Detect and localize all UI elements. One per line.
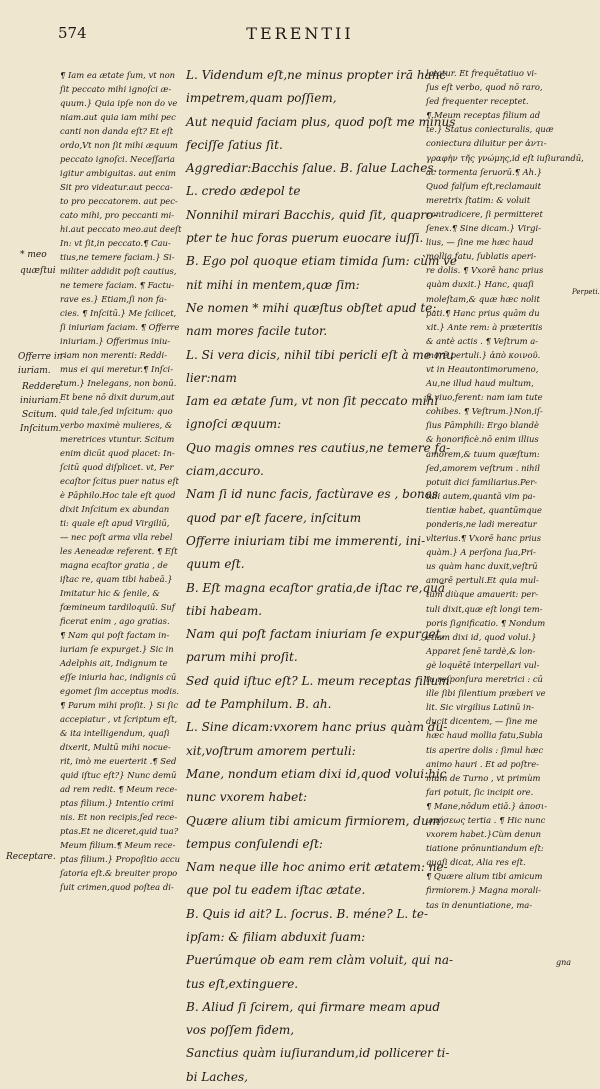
commentary-line: hæc haud mollia fatu,Subla: [426, 730, 543, 741]
commentary-line: Imitatur hic & ſenile, &: [60, 588, 160, 598]
commentary-line: vt in Heautontimorumeno,: [426, 363, 539, 374]
commentary-line: & ita intelligendum, quaſi: [60, 728, 170, 738]
commentary-line: to pro peccatorem. aut pec-: [60, 196, 178, 206]
verse-line: bi Laches,: [186, 1069, 248, 1084]
commentary-line: Quod falſum eſt,reclamauit: [426, 180, 541, 191]
verse-line: L. Sine dicam:vxorem hanc prius quàm du-: [186, 720, 448, 735]
margin-note: Scitum.: [22, 410, 57, 420]
commentary-line: us quàm hanc duxit,veſtrū: [426, 561, 538, 572]
verse-line: nam mores facile tutor.: [186, 324, 328, 339]
margin-note: Offerre in-: [18, 352, 66, 362]
commentary-line: tu reſponſura meretrici : cū: [426, 674, 543, 685]
commentary-line: In: vt ſit,in peccato.¶ Cau-: [60, 238, 171, 248]
verse-line: Nonnihil mirari Bacchis, quid ſit, quapro-: [186, 207, 438, 222]
commentary-line: lius, — ſine me hæc haud: [426, 237, 534, 248]
commentary-line: ſus eſt verbo, quod nō raro,: [426, 82, 543, 93]
verse-line: L. credo ædepol te: [186, 184, 301, 199]
commentary-line: xit.} Ante rem: à præteritis: [426, 321, 543, 332]
verse-line: tibi habeam.: [186, 603, 263, 618]
verse-line: L. Si vera dicis, nihil tibi pericli eſt à me mu: [186, 347, 454, 362]
verse-line: ciam,accuro.: [186, 464, 264, 479]
commentary-line: fari potuit, ſic incipit ore.: [426, 786, 534, 797]
commentary-line: ſatoria eſt.& breuiter propo: [60, 868, 178, 878]
verse-line: ad te Pamphilum. B. ah.: [186, 697, 332, 712]
verse-line: Nam qui poſt factam iniuriam ſe expurget,: [186, 627, 445, 642]
commentary-line: quid iſtuc eſt?} Nunc demū: [60, 770, 177, 780]
commentary-left-column: [60, 68, 186, 894]
commentary-line: latatur. Et frequētatiuo vi-: [426, 68, 537, 78]
commentary-line: è Pāphilo.Hoc tale eſt quod: [60, 490, 176, 500]
verse-line: feciſſe ſatius ſit.: [186, 137, 283, 152]
commentary-line: ſed,amorem veſtrum . nihil: [426, 462, 540, 473]
commentary-line: contradicere, ſi permitteret: [426, 208, 543, 219]
commentary-line: Sit pro videatur.aut pecca-: [60, 182, 173, 192]
commentary-line: ¶ Parum mihi proſit. } Si ſic: [60, 700, 179, 710]
commentary-line: & honorificè.nō enim illius: [426, 434, 539, 445]
commentary-line: iſtac re, quam tibi habeā.}: [60, 574, 173, 584]
commentary-line: ſenex.¶ Sine dicam.} Virgi-: [426, 223, 541, 234]
commentary-line: cohibes. ¶ Veſtrum.}Non,iſ-: [426, 406, 543, 417]
commentary-line: egomet ſim acceptus modis.: [60, 686, 180, 696]
margin-note: iniuriam.: [20, 396, 62, 406]
verse-line: parum mihi proſit.: [186, 650, 298, 665]
verse-line: ignoſci æquum:: [186, 417, 282, 432]
verse-line: quod par eſt facere, inſcitum: [186, 510, 362, 525]
page-number: 574: [58, 24, 87, 42]
margin-note: Inſcitum.: [20, 424, 62, 434]
commentary-line: quàm duxit.} Hanc, quaſi: [426, 279, 534, 290]
commentary-line: γραφὴν τῆς γνώμης,id eſt iuſiurandū,: [426, 152, 584, 163]
verse-line: Iam ea ætate ſum, vt non ſit peccato mihi: [186, 394, 439, 409]
commentary-line: morē pertuli.} ἀπὸ κοινοῦ.: [426, 349, 541, 360]
commentary-line: riam non merenti: Reddi-: [60, 350, 168, 360]
margin-note: Perpeti.: [572, 288, 600, 296]
commentary-line: ecaſtor ſcitus puer natus eſt: [60, 476, 179, 486]
margin-note: iuriam.: [18, 366, 51, 376]
verse-line: B. Eſt magna ecaſtor gratia,de iſtac re,quā: [186, 580, 446, 595]
commentary-line: tum diùque amauerit: per-: [426, 589, 539, 600]
commentary-line: dixit Inſcitum ex abundan: [60, 504, 170, 514]
verse-line: Quære alium tibi amicum firmiorem, dum: [186, 813, 441, 828]
verse-line: Puerúmque ob eam rem clàm voluit, qui na-: [186, 953, 454, 968]
catchword: gna: [556, 958, 572, 967]
running-title: TERENTII: [246, 24, 354, 43]
commentary-line: ſed frequenter receptet.: [426, 96, 529, 107]
commentary-line: rave es.} Etiam,ſi non fa-: [60, 294, 167, 304]
commentary-line: rit, imò me euerterit .¶ Sed: [60, 756, 177, 766]
verse-line: Aut nequid faciam plus, quod poſt me minus: [186, 114, 456, 129]
verse-line: Aggrediar:Bacchis ſalue. B. ſalue Laches.: [186, 161, 438, 176]
commentary-line: vlterius.¶ Vxorē hanc prius: [426, 533, 542, 544]
commentary-line: quàm.} A perſona ſua,Pri-: [426, 547, 536, 558]
verse-line: B. Quis id ait? L. ſocrus. B. méne? L. te-: [186, 906, 429, 921]
commentary-line: les Aeneadæ referent. ¶ Eſt: [60, 546, 178, 556]
commentary-line: ¶ Quære alium tibi amicum: [426, 871, 543, 882]
commentary-line: animo hauri . Et ad poſtre-: [426, 758, 539, 769]
commentary-line: ordo,Vt non ſit mihi æquum: [60, 140, 178, 150]
commentary-line: — nec poſt arma vlla rebel: [60, 532, 173, 542]
verse-line: Sed quid iſtuc eſt? L. meum receptas filium: [186, 673, 450, 688]
verse-line: Sanctius quàm iuſiurandum,id pollicerer ti-: [186, 1046, 450, 1061]
verse-line: nunc vxorem habet:: [186, 790, 308, 805]
verse-line: vos poſſem fidem,: [186, 1023, 295, 1038]
commentary-line: meretrices vtuntur. Scitum: [60, 434, 175, 444]
commentary-line: iniuriam.} Offerimus iniu-: [60, 336, 171, 346]
commentary-line: poris ſignificatio. ¶ Nondum: [426, 617, 546, 628]
commentary-line: re dolis. ¶ Vxorē hanc prius: [426, 265, 544, 276]
verse-line: impetrem,quam poſſiem,: [186, 91, 337, 106]
commentary-line: tius,ne temere faciam.} Si-: [60, 252, 175, 262]
commentary-line: tis aperire dolis : ſimul hæc: [426, 744, 544, 755]
commentary-line: mollia fatu, ſublatis aperi-: [426, 251, 537, 262]
commentary-line: tas in denuntiatione, ma-: [426, 899, 533, 910]
verse-line: L. Videndum eſt,ne minus propter irā hanc: [186, 68, 447, 82]
commentary-line: accepiatur , vt ſcriptum eſt,: [60, 714, 178, 724]
commentary-line: ¶ Nam qui poſt factam in-: [60, 630, 170, 640]
commentary-line: mum de Turno , vt primùm: [426, 772, 541, 783]
commentary-line: gè loquētē interpellari vul-: [426, 659, 540, 670]
commentary-line: quid tale,ſed inſcitum: quo: [60, 406, 173, 416]
verse-line: B. Aliud ſi ſcirem, qui firmare meam apud: [186, 999, 441, 1014]
margin-note: * meo: [20, 250, 47, 260]
verse-line: lier:nam: [186, 370, 237, 385]
commentary-line: ¶ Meum receptas filium ad: [426, 110, 541, 121]
commentary-line: canti non danda eſt? Et eſt: [60, 126, 174, 136]
commentary-line: ſi iniuriam faciam. ¶ Offerre: [60, 322, 180, 332]
margin-note: Receptare.: [6, 852, 56, 862]
commentary-line: ſi viuo,ferent: nam iam tute: [426, 392, 543, 403]
commentary-line: ducit dicentem, — ſine me: [426, 716, 538, 727]
commentary-line: lit. Sic virgilius Latinū in-: [426, 702, 534, 713]
commentary-line: ad rem redit. ¶ Meum rece-: [60, 784, 178, 794]
commentary-line: Meum filium.¶ Meum rece-: [60, 840, 176, 850]
margin-note: Reddere: [22, 382, 61, 392]
commentary-line: ne temere faciam. ¶ Factu-: [60, 280, 175, 290]
commentary-line: potuit dici familiarius.Per-: [426, 476, 538, 487]
commentary-line: ſcitū quod diſplicet. vt, Per: [60, 462, 174, 472]
verse-line: xit,voſtrum amorem pertuli:: [186, 743, 356, 758]
commentary-line: ac tormenta ſeruorū.¶ Ah.}: [426, 166, 543, 177]
commentary-line: ponderis,ne ladi mereatur: [426, 519, 537, 529]
commentary-line: tum.} Inelegans, non bonū.: [60, 378, 177, 388]
commentary-line: fœmineum tardiloquiū. Suf: [60, 602, 175, 612]
commentary-line: firmiorem.} Magna morali-: [426, 885, 541, 896]
verse-line: quum eſt.: [186, 557, 245, 572]
commentary-line: Et bene nō dixit durum,aut: [60, 392, 175, 402]
commentary-line: igitur ambiguitas. aut enim: [60, 168, 176, 178]
verse-line: nit mihi in mentem,quæ ſim:: [186, 277, 360, 292]
commentary-line: peccato ignoſci. Neceſſaria: [60, 154, 175, 164]
commentary-line: enim dicūt quod placet: In-: [60, 448, 175, 458]
commentary-line: ptas.Et ne diceret,quid tua?: [60, 826, 179, 836]
commentary-line: ¶ Iam ea ætate ſum, vt non: [60, 70, 176, 80]
verse-line: pter te huc foras puerum euocare iuſſi.: [186, 231, 424, 246]
commentary-line: meretrix ſtatim: & voluit: [426, 194, 531, 205]
verse-line: Offerre iniuriam tibi me immerenti, ini-: [186, 533, 426, 548]
play-text-column: [186, 64, 458, 1089]
verse-line: B. Ego pol quoque etiam timida ſum: cùm ve: [186, 254, 458, 269]
commentary-line: tientiæ habet, quantūmque: [426, 504, 542, 515]
commentary-line: amorem,& tuum quæſtum:: [426, 448, 540, 459]
commentary-right-column: [426, 66, 584, 912]
commentary-line: hi.aut peccato meo.aut deeſt: [60, 224, 182, 234]
commentary-line: verbo maximè mulieres, &: [60, 420, 173, 430]
commentary-line: ficerat enim , ago gratias.: [60, 616, 170, 626]
commentary-line: vxorem habet.}Cùm denun: [426, 829, 542, 840]
commentary-line: ptas filium.} Intentio crimi: [60, 798, 174, 808]
verse-line: tempus conſulendi eſt:: [186, 836, 323, 851]
commentary-line: Au,ne illud haud multum,: [426, 378, 534, 389]
commentary-line: cato mihi, pro peccanti mi-: [60, 210, 175, 220]
commentary-line: militer addidit poſt cautius,: [60, 266, 177, 276]
commentary-line: nis. Et non recipis,ſed rece-: [60, 812, 178, 822]
commentary-line: ſit peccato mihi ignoſci æ-: [60, 84, 172, 94]
commentary-line: magna ecaſtor gratia , de: [60, 560, 168, 570]
commentary-line: ſius Pāmphili: Ergo blandè: [426, 420, 539, 431]
commentary-line: mus ei qui meretur.¶ Inſci-: [60, 364, 174, 374]
commentary-line: cies. ¶ Inſcitū.} Me ſcilicet,: [60, 308, 177, 318]
commentary-line: coniectura diluitur per ἀντι-: [426, 138, 547, 149]
commentary-line: iuriam ſe expurget.} Sic in: [60, 644, 174, 654]
commentary-line: pati.¶ Hanc prius quām du: [426, 307, 540, 318]
commentary-line: te.} Status coniecturalis, quæ: [426, 124, 554, 135]
commentary-line: moleſtam,& quæ hæc nolit: [426, 293, 540, 304]
verse-line: Nam ſi id nunc facis, factùrave es , bonas: [186, 487, 439, 502]
commentary-line: ille ſibi ſilentium præberi ve: [426, 688, 546, 699]
commentary-line: eſſe iniuria hac, indignis cū: [60, 672, 177, 682]
commentary-line: tuli autem,quantā vim pa-: [426, 490, 536, 501]
commentary-line: Apparet ſenē tardè,& lon-: [426, 645, 536, 656]
commentary-line: ſuit crimen,quod poſtea di-: [60, 882, 174, 892]
verse-line: ipſam: & filiam abduxit ſuam:: [186, 929, 366, 944]
verse-line: Nam neque ille hoc animo erit ætatem: ne-: [186, 860, 448, 875]
margin-note: quæſtui: [20, 266, 56, 276]
commentary-line: etiam dixi id, quod volui.}: [426, 631, 537, 642]
commentary-line: ti: quale eſt apud Virgiliū,: [60, 518, 170, 528]
commentary-line: ¶ Mane,nōdum etiā.} ἀποσι-: [426, 800, 548, 811]
verse-line: Ne nomen * mihi quæſtus obſtet apud te:: [186, 300, 437, 315]
verse-line: tus eſt,extinguere.: [186, 976, 299, 991]
commentary-line: ptas filium.} Propoſitio accu: [60, 854, 180, 864]
commentary-line: quaſi dicat, Alia res eſt.: [426, 857, 526, 868]
commentary-line: dixerit, Multū mihi nocue-: [60, 742, 171, 752]
commentary-line: Adelphis ait, Indignum te: [60, 658, 168, 668]
commentary-line: & antè actis . ¶ Veſtrum a-: [426, 335, 539, 346]
commentary-line: tuli dixit,quæ eſt longi tem-: [426, 603, 543, 614]
commentary-line: quum.} Quia ipſe non do ve: [60, 98, 178, 108]
verse-line: Quo magis omnes res cautius,ne temere fa-: [186, 440, 451, 455]
verse-line: que pol tu eadem iſtac ætate.: [186, 883, 366, 898]
commentary-line: ωπήσεως tertia . ¶ Hic nunc: [426, 814, 546, 825]
commentary-line: tiatione prōnuntiandum eſt:: [426, 843, 544, 854]
commentary-line: niam.aut quia iam mihi pec: [60, 112, 176, 122]
commentary-line: amorē pertuli.Et quia mul-: [426, 575, 539, 586]
verse-line: Mane, nondum etiam dixi id,quod volui:hic: [186, 766, 447, 781]
